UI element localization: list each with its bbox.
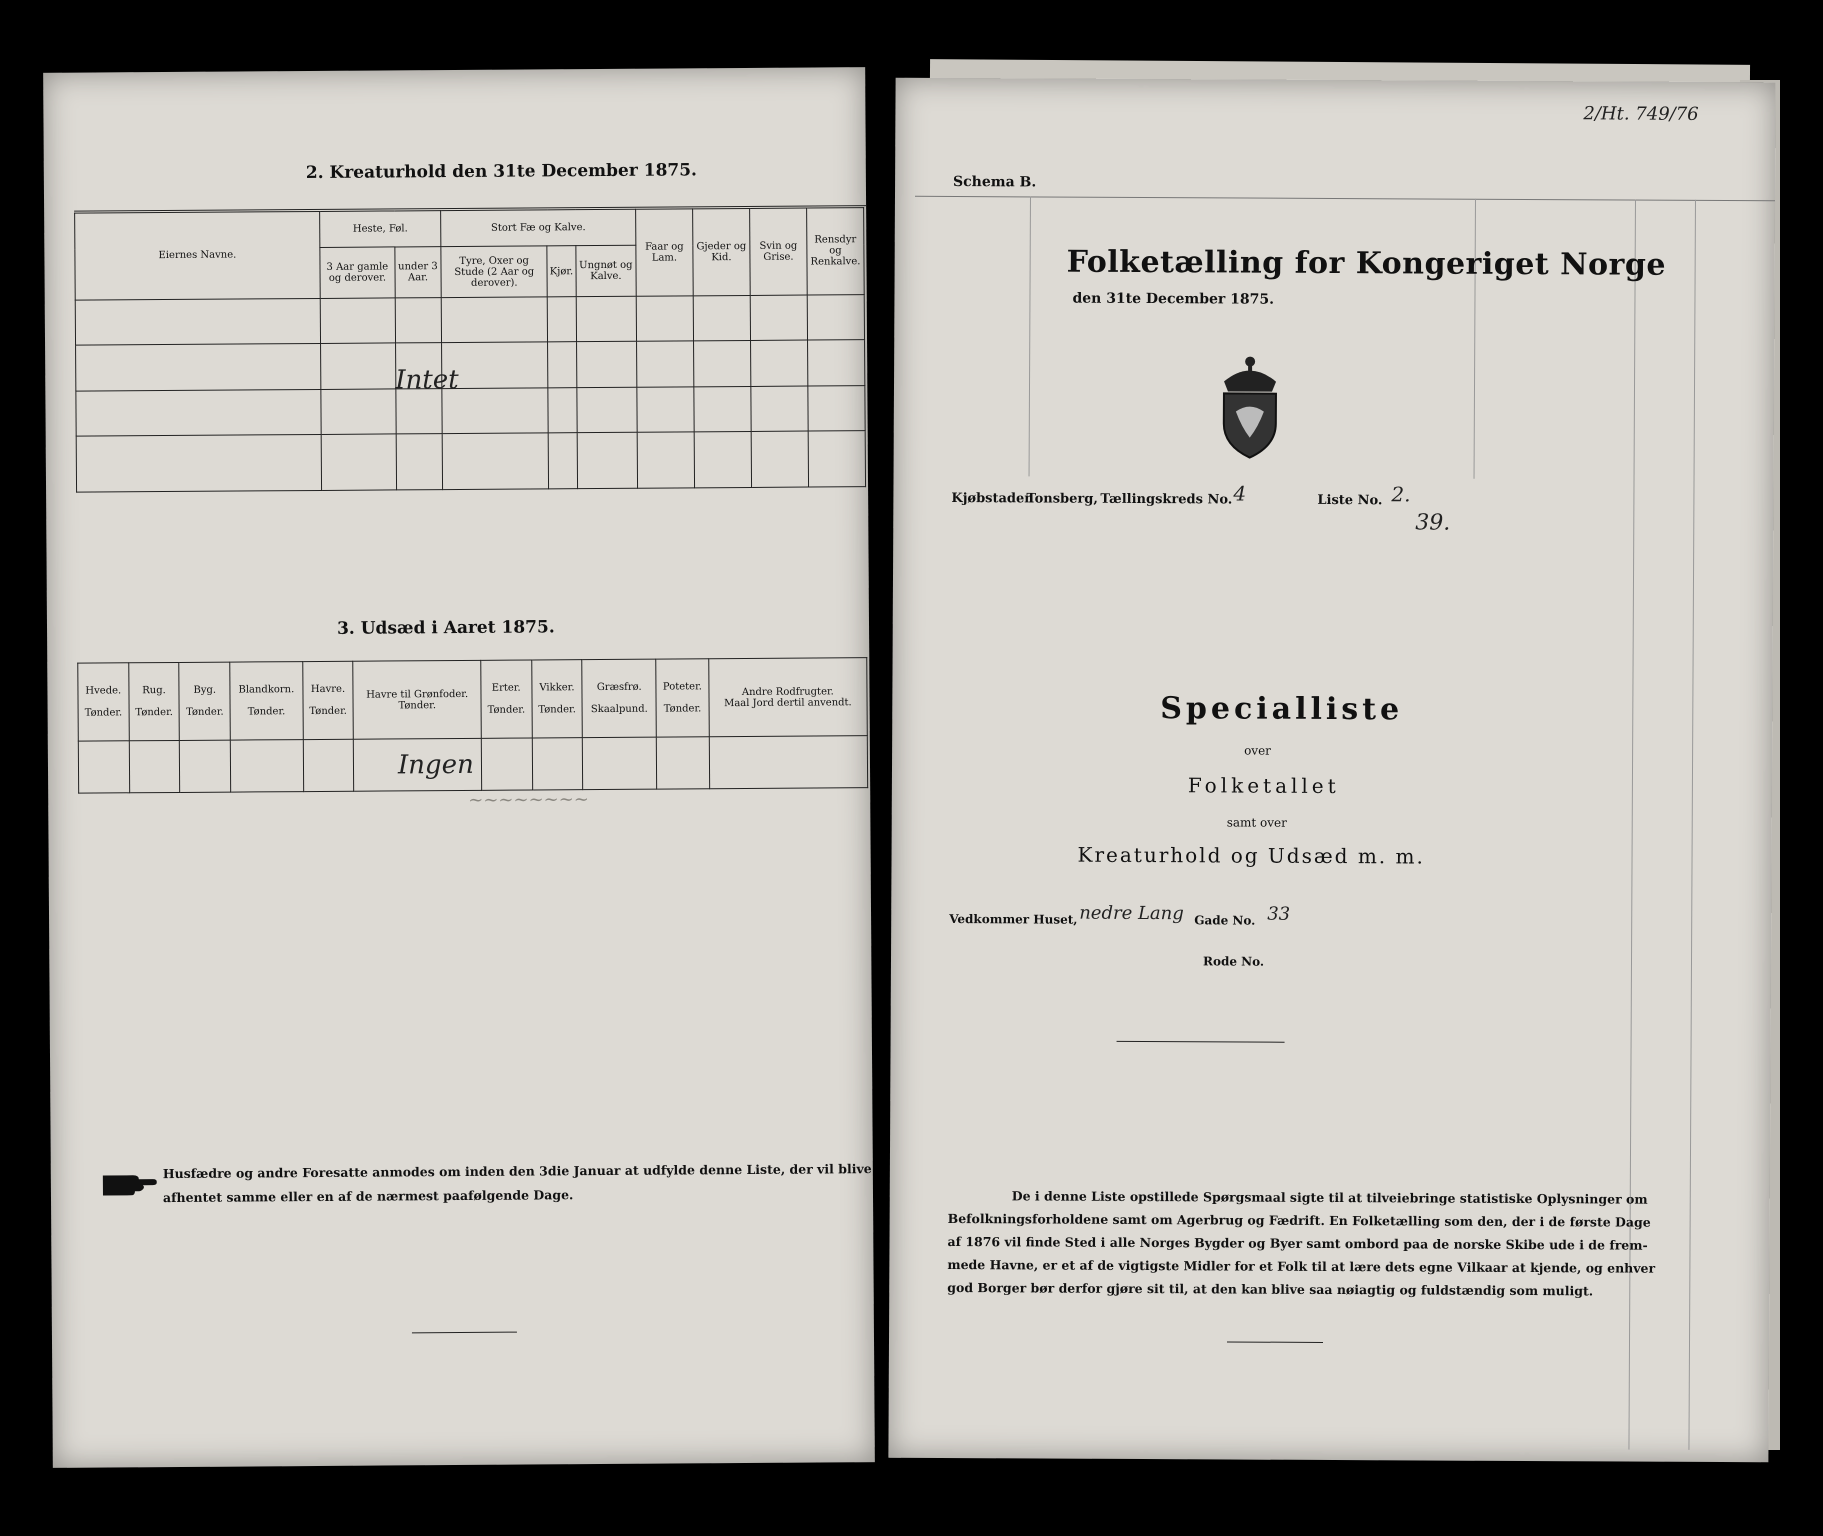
bleed-through: ~~~~~~~~ [468, 789, 589, 811]
paragraph-line-2: Befolkningsforholdene samt om Agerbrug og Fædrift. En Folketælling som den, der i de første Dage [947, 1210, 1651, 1230]
livestock-handwritten: Intet [395, 364, 459, 396]
kreaturhold-label: Kreaturhold og Udsæd m. m. [1077, 842, 1425, 869]
notice-line-2: afhentet samme eller en af de nærmest paafølgende Dage. [162, 1187, 574, 1206]
sowing-col-poteter: Poteter. Tønder. [656, 659, 709, 737]
archive-ref: 2/Ht. 749/76 [1583, 103, 1699, 125]
divider [412, 1332, 517, 1334]
heste-col-1: 3 Aar gamle og derover. [320, 247, 395, 298]
divider [1227, 1341, 1323, 1343]
coat-of-arms-icon [1212, 351, 1289, 461]
sowing-col-erter: Erter. Tønder. [481, 660, 532, 738]
section3-title: 3. Udsæd i Aaret 1875. [336, 617, 555, 639]
liste-value: 2. [1391, 482, 1411, 507]
heste-group-header: Heste, Føl. [320, 211, 441, 248]
stort-col-3: Ungnøt og Kalve. [576, 246, 637, 297]
notice-line-1: Husfædre og andre Foresatte anmodes om inden den 3die Januar at udfylde denne Liste, der vil blive [162, 1161, 872, 1182]
sowing-col-graesfro: Græsfrø. Skaalpund. [582, 659, 656, 738]
vedkommer-value: nedre Lang [1079, 902, 1184, 925]
divider [1117, 1041, 1285, 1043]
liste-label: Liste No. [1317, 492, 1383, 509]
folketallet-label: Folketallet [1187, 773, 1340, 799]
sowing-col-rodfrugter: Andre Rodfrugter. Maal Jord dertil anvendt. [708, 658, 867, 737]
heste-col-2: under 3 Aar. [395, 247, 442, 298]
sowing-col-havre: Havre. Tønder. [302, 661, 353, 739]
left-page [43, 67, 875, 1468]
section2-title: 2. Kreaturhold den 31te December 1875. [305, 160, 698, 184]
over-label: over [1244, 743, 1271, 758]
paragraph-line-1: De i denne Liste opstillede Spørgsmaal sigte til at tilveiebringe statistiske Oplysninger om [1011, 1188, 1648, 1207]
sowing-col-blandkorn: Blandkorn. Tønder. [230, 662, 303, 741]
sowing-col-rug: Rug. Tønder. [128, 662, 179, 740]
kjobstad-value: Tonsberg, [1026, 491, 1098, 507]
date-line: den 31te December 1875. [1072, 290, 1275, 308]
vedkommer-label: Vedkommer Huset, [949, 911, 1078, 927]
kreds-label: Tællingskreds No. [1100, 491, 1233, 508]
svin-header: Svin og Grise. [750, 208, 808, 295]
kreds-value: 4 [1233, 481, 1247, 506]
gjeder-header: Gjeder og Kid. [693, 208, 751, 295]
samt-over-label: samt over [1226, 815, 1287, 830]
schema-label: Schema B. [953, 174, 1037, 191]
rode-label: Rode No. [1202, 954, 1265, 969]
stort-col-2: Kjør. [547, 246, 576, 297]
paragraph-line-4: mede Havne, er et af de vigtigste Midler for et Folk til at lære dets egne Vilkaar at kjende, og enhver [947, 1256, 1656, 1276]
pointing-hand-icon [101, 1167, 157, 1197]
stort-group-header: Stort Fæ og Kalve. [441, 209, 636, 247]
sowing-col-havre-gronfoder: Havre til Grønfoder. Tønder. [353, 660, 481, 739]
livestock-table [74, 207, 866, 493]
paragraph-line-3: af 1876 vil finde Sted i alle Norges Bygder og Byer samt ombord paa de norske Skibe ude i de frem- [947, 1233, 1648, 1253]
owner-header: Eiernes Navne. [75, 211, 321, 300]
stort-col-1: Tyre, Oxer og Stude (2 Aar og derover). [441, 246, 547, 297]
main-title: Folketælling for Kongeriget Norge [1066, 244, 1667, 283]
right-page [888, 78, 1775, 1463]
liste-value-2: 39. [1415, 510, 1451, 536]
rensdyr-header: Rensdyr og Renkalve. [807, 208, 865, 295]
kjobstad-label: Kjøbstaden [951, 491, 1034, 507]
gade-value: 33 [1267, 903, 1291, 925]
gade-label: Gade No. [1194, 913, 1256, 928]
sowing-col-byg: Byg. Tønder. [179, 662, 230, 740]
paragraph-line-5: god Borger bør derfor gjøre sit til, at den kan blive saa nøiagtig og fuldstændig som muligt. [947, 1279, 1594, 1299]
sowing-col-vikker: Vikker. Tønder. [531, 660, 582, 738]
faar-header: Faar og Lam. [636, 209, 694, 296]
specialliste-title: Specialliste [1160, 691, 1404, 728]
sowing-handwritten: Ingen [397, 749, 474, 781]
sowing-col-hvede: Hvede. Tønder. [78, 663, 129, 741]
